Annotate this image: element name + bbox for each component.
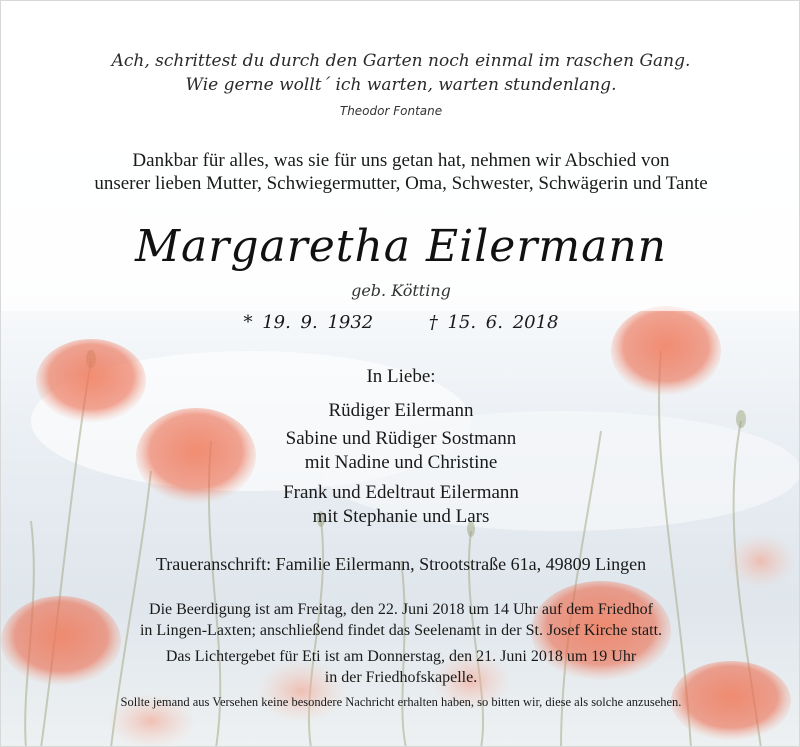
mourner-line: mit Nadine und Christine: [304, 452, 498, 473]
quote-author: Theodor Fontane: [339, 104, 443, 118]
death-date: † 15. 6. 2018: [428, 312, 559, 333]
funeral-info-line-2: in Lingen-Laxten; anschließend findet das Seelenamt in der St. Josef Kirche statt.: [139, 622, 663, 639]
mourner-line: Frank und Edeltraut Eilermann: [283, 482, 519, 503]
funeral-info-line-1: Die Beerdigung ist am Freitag, den 22. Juni 2018 um 14 Uhr auf dem Friedhof: [149, 601, 653, 618]
notice-disclaimer: Sollte jemand aus Versehen keine besondere Nachricht erhalten haben, so bitten wir, diese als solche anzusehen.: [120, 695, 682, 709]
birth-name: geb. Kötting: [351, 281, 451, 300]
quote-line-1: Ach, schrittest du durch den Garten noch einmal im raschen Gang.: [111, 51, 691, 71]
mourner-line: mit Stephanie und Lars: [312, 506, 490, 527]
mourners-heading: In Liebe:: [366, 366, 436, 387]
mourner-line: Rüdiger Eilermann: [328, 400, 474, 421]
quote-line-2: Wie gerne wollt´ ich warten, warten stundenlang.: [185, 75, 617, 95]
mourning-address: Traueranschrift: Familie Eilermann, Strootstraße 61a, 49809 Lingen: [155, 554, 647, 574]
mourner-line: Sabine und Rüdiger Sostmann: [285, 428, 517, 449]
deceased-name: Margaretha Eilermann: [135, 221, 667, 272]
life-dates: [1, 312, 800, 333]
intro-line-2: unserer lieben Mutter, Schwiegermutter, Oma, Schwester, Schwägerin und Tante: [94, 173, 708, 194]
intro-line-1: Dankbar für alles, was sie für uns getan hat, nehmen wir Abschied von: [132, 150, 670, 171]
funeral-info-line-3: Das Lichtergebet für Eti ist am Donnerstag, den 21. Juni 2018 um 19 Uhr: [165, 648, 637, 665]
birth-date: * 19. 9. 1932: [243, 312, 374, 333]
funeral-info-line-4: in der Friedhofskapelle.: [324, 669, 478, 686]
